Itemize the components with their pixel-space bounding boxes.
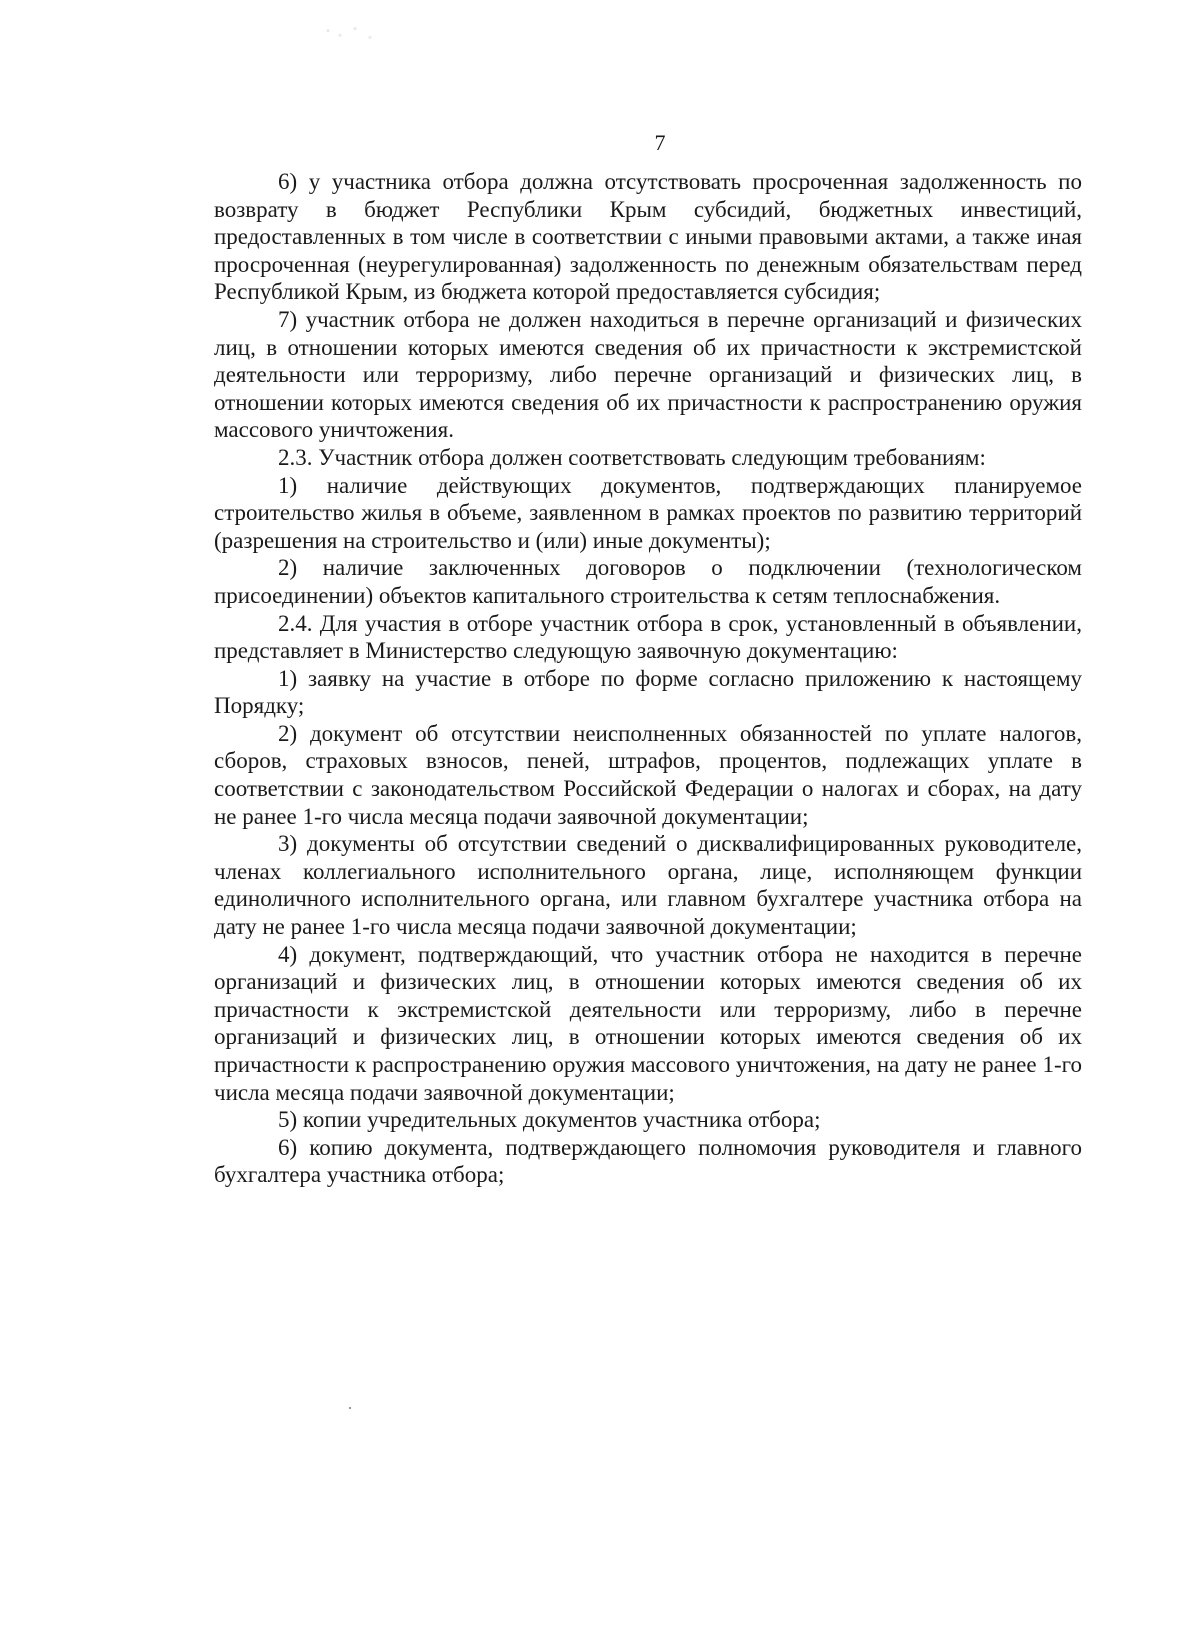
paragraph-2-4-item-5: 5) копии учредительных документов участника отбора; <box>278 1107 821 1133</box>
paragraph-2-4-item-2: 2) документ об отсутствии неисполненных обязанностей по уплате налогов, сборов, страховых взносов, пеней, штрафов, процентов, подлежащих уплате в соответствии с законодательством Российской Федерации о налогах и сборах, на дату не ранее 1-го числа месяца подачи заявочной документации; <box>214 720 1082 829</box>
page-number: 7 <box>654 130 666 155</box>
scan-dot <box>349 1407 351 1409</box>
paragraph-2-3-requirements: 2.3. Участник отбора должен соответствовать следующим требованиям: <box>278 444 986 470</box>
paragraph-2-4-application: 2.4. Для участия в отборе участник отбора в срок, установленный в объявлении, представляет в Министерство следующую заявочную документацию: <box>214 610 1082 664</box>
paragraph-item-6-debt: 6) у участника отбора должна отсутствовать просроченная задолженность по возврату в бюджет Республики Крым субсидий, бюджетных инвестиций, предоставленных в том числе в соответствии с иными правовыми актами, а также иная просроченная (неурегулированная) задолженность по денежным обязательствам перед Республикой Крым, из бюджета которой предоставляется субсидия; <box>214 169 1082 305</box>
scan-artifact <box>322 22 382 44</box>
paragraph-2-3-item-1: 1) наличие действующих документов, подтверждающих планируемое строительство жилья в объеме, заявленном в рамках проектов по развитию территорий (разрешения на строительство и (или) иные документы); <box>214 472 1082 553</box>
paragraph-2-4-item-1: 1) заявку на участие в отборе по форме согласно приложению к настоящему Порядку; <box>214 665 1082 719</box>
paragraph-2-4-item-6: 6) копию документа, подтверждающего полномочия руководителя и главного бухгалтера участника отбора; <box>214 1134 1082 1188</box>
paragraph-2-4-item-4: 4) документ, подтверждающий, что участник отбора не находится в перечне организаций и физических лиц, в отношении которых имеются сведения об их причастности к экстремистской деятельности или терроризму, либо в перечне организаций и физических лиц, в отношении которых имеются сведения об их причастности к распространению оружия массового уничтожения, на дату не ранее 1-го числа месяца подачи заявочной документации; <box>214 941 1082 1105</box>
document-body <box>214 168 1082 1189</box>
paragraph-2-3-item-2: 2) наличие заключенных договоров о подключении (технологическом присоединении) объектов капитального строительства к сетям теплоснабжения. <box>214 555 1082 608</box>
paragraph-item-7-extremism: 7) участник отбора не должен находиться в перечне организаций и физических лиц, в отношении которых имеются сведения об их причастности к экстремистской деятельности или терроризму, либо перечне организаций и физических лиц, в отношении которых имеются сведения об их причастности к распространению оружия массового уничтожения. <box>214 306 1082 443</box>
paragraph-2-4-item-3: 3) документы об отсутствии сведений о дисквалифицированных руководителе, членах коллегиального исполнительного органа, лице, исполняющем функции единоличного исполнительного органа, или главном бухгалтере участника отбора на дату не ранее 1-го числа месяца подачи заявочной документации; <box>214 831 1082 940</box>
